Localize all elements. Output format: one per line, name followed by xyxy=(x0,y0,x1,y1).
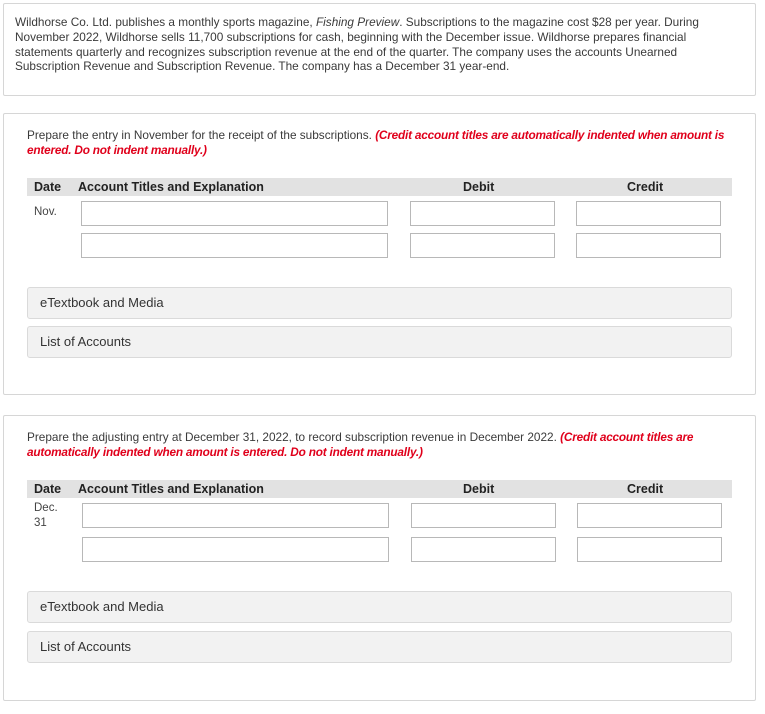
part1-row1-account-input[interactable] xyxy=(81,201,388,226)
part2-row2-debit-input[interactable] xyxy=(411,537,556,562)
header-date: Date xyxy=(34,180,62,194)
part2-date-day: 31 xyxy=(34,517,47,529)
part2-etextbook-button[interactable]: eTextbook and Media xyxy=(27,591,732,623)
part2-panel xyxy=(3,415,756,701)
header-account-titles: Account Titles and Explanation xyxy=(78,482,264,496)
header-account-titles: Account Titles and Explanation xyxy=(78,180,264,194)
part1-etextbook-button[interactable]: eTextbook and Media xyxy=(27,287,732,319)
part2-row1-credit-input[interactable] xyxy=(577,503,722,528)
part1-panel xyxy=(3,113,756,395)
part1-row1-credit-input[interactable] xyxy=(576,201,721,226)
part1-instruction-text: Prepare the entry in November for the receipt of the subscriptions. xyxy=(27,128,372,142)
intro-text-end: . Subscriptions to the magazine cost $28 per year. During November 2022, Wildhorse sells 11,700 subscriptions for cash, beginning with the December issue. Wildhorse prepares financial statements quarterly and recognizes subscription revenue at the end of the quarter. The company uses the accounts Unearned Subscription Revenue and Subscription Revenue. The company has a December 31 year-end. xyxy=(15,15,699,74)
intro-text-start: Wildhorse Co. Ltd. publishes a monthly sports magazine, xyxy=(15,15,316,29)
part2-date-month: Dec. xyxy=(34,502,58,514)
header-debit: Debit xyxy=(463,482,495,496)
part2-row2-account-input[interactable] xyxy=(82,537,389,562)
part2-note: (Credit account titles are automatically indented when amount is entered. Do not indent manually.) xyxy=(27,430,694,459)
part1-note: (Credit account titles are automatically indented when amount is entered. Do not indent manually.) xyxy=(27,128,725,157)
part2-table-header xyxy=(27,480,732,498)
part1-date xyxy=(34,205,57,220)
part1-table-header xyxy=(27,178,732,196)
part2-instruction xyxy=(27,430,737,460)
part1-list-of-accounts-button[interactable]: List of Accounts xyxy=(27,326,732,358)
part2-row1-debit-input[interactable] xyxy=(411,503,556,528)
header-debit: Debit xyxy=(463,180,495,194)
magazine-title: Fishing Preview xyxy=(315,15,400,29)
part1-row2-credit-input[interactable] xyxy=(576,233,721,258)
header-credit: Credit xyxy=(627,180,664,194)
problem-statement xyxy=(15,15,743,74)
problem-statement-panel xyxy=(3,3,756,96)
part1-row2-account-input[interactable] xyxy=(81,233,388,258)
part2-row1-account-input[interactable] xyxy=(82,503,389,528)
part2-list-of-accounts-button[interactable]: List of Accounts xyxy=(27,631,732,663)
header-credit: Credit xyxy=(627,482,664,496)
part1-instruction xyxy=(27,128,737,158)
part1-row2-debit-input[interactable] xyxy=(410,233,555,258)
part2-row2-credit-input[interactable] xyxy=(577,537,722,562)
part1-row1-debit-input[interactable] xyxy=(410,201,555,226)
part1-date-month: Nov. xyxy=(34,206,57,218)
part2-instruction-text: Prepare the adjusting entry at December 31, 2022, to record subscription revenue in December 2022. xyxy=(27,430,557,444)
header-date: Date xyxy=(34,482,62,496)
part2-date xyxy=(34,501,58,531)
